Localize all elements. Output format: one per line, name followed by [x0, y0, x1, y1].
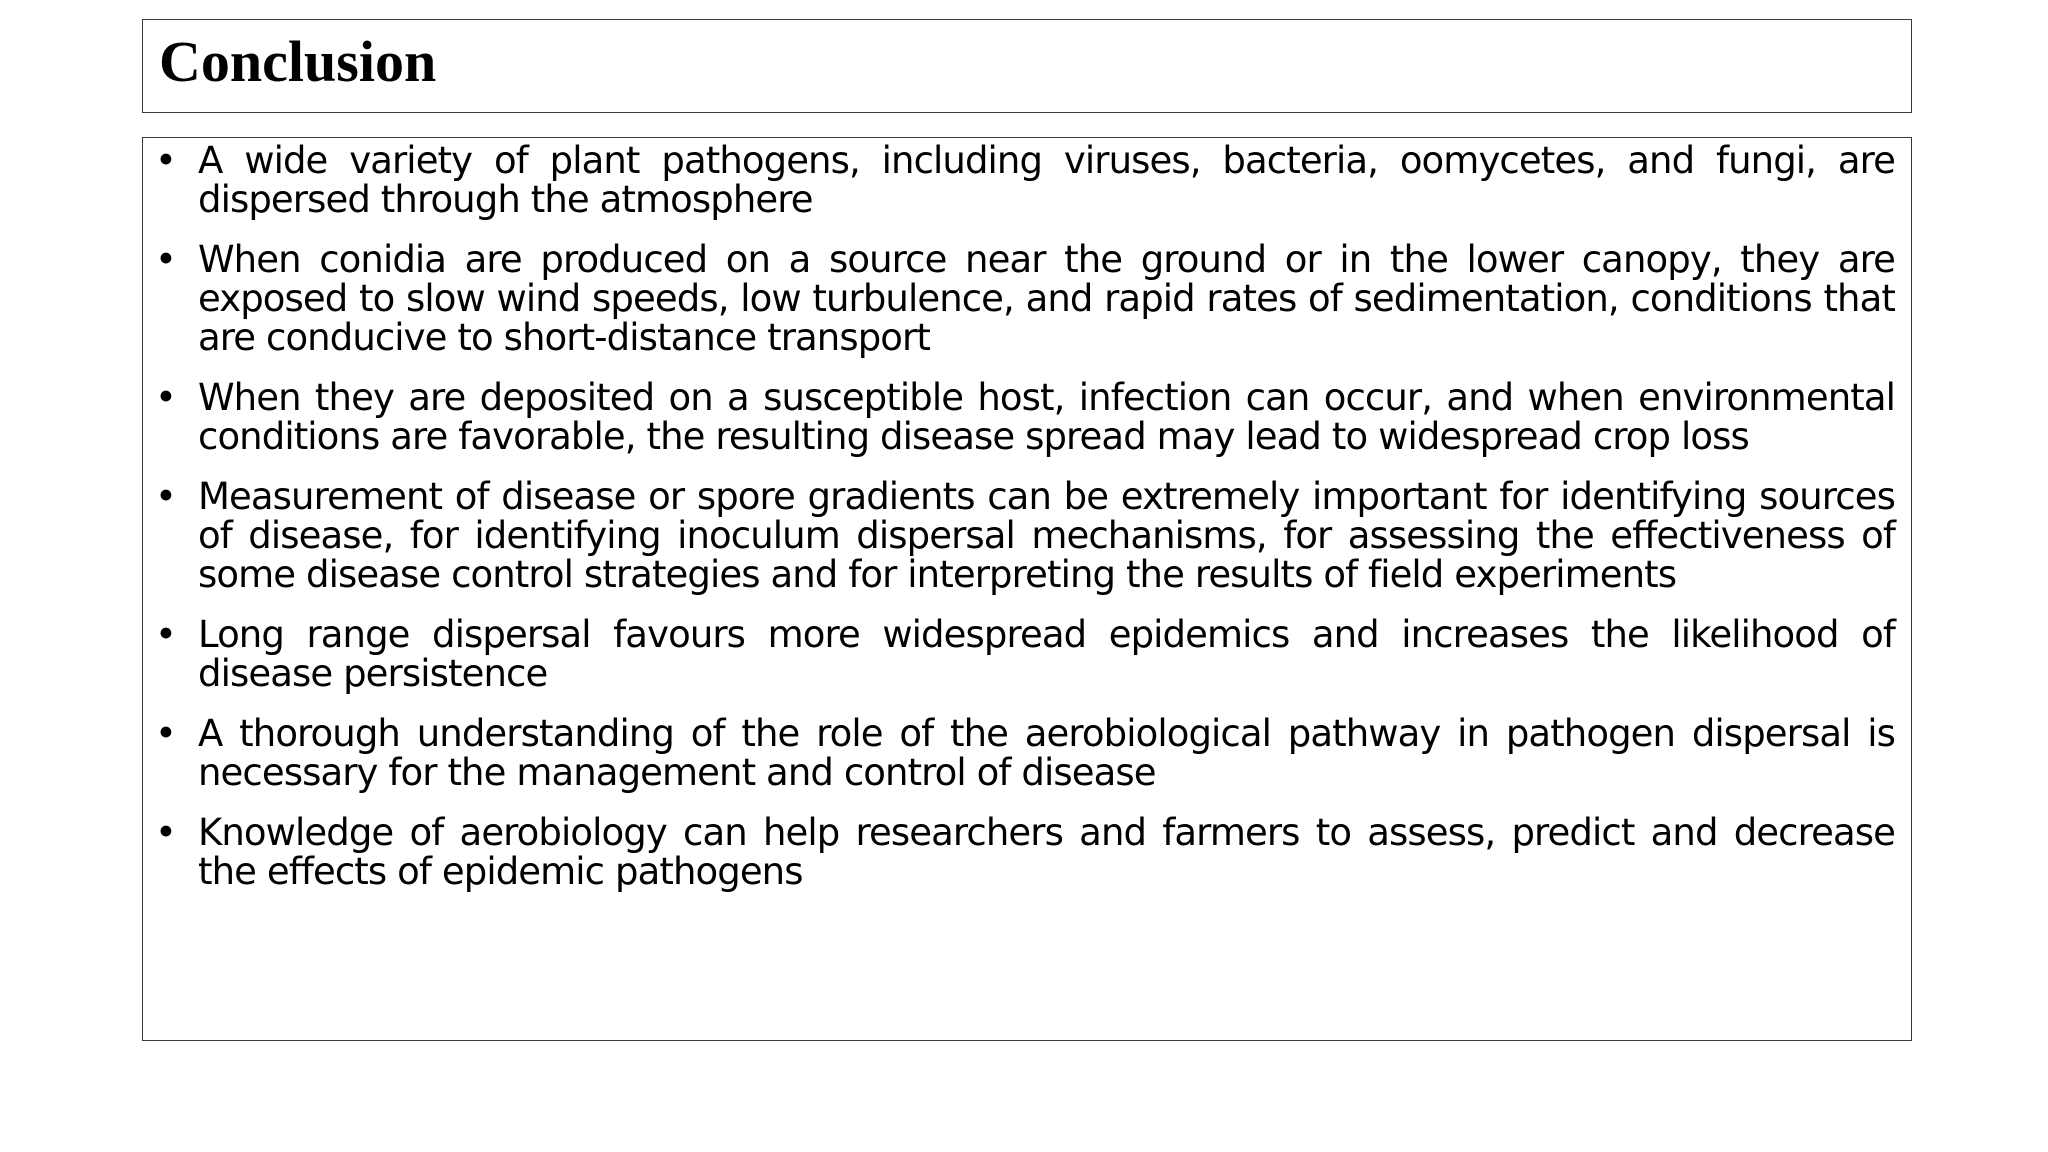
- bullet-icon: •: [155, 811, 176, 854]
- bullet-icon: •: [155, 613, 176, 656]
- bullet-text: A thorough understanding of the role of the aerobiological pathway in pathogen dispersal is necessary for the management and control of disease: [198, 712, 1895, 794]
- bullet-item: [155, 813, 1895, 891]
- bullet-text: Long range dispersal favours more widespread epidemics and increases the likelihood of disease persistence: [198, 613, 1895, 695]
- bullet-text: Measurement of disease or spore gradients can be extremely important for identifying sources of disease, for identifying inoculum dispersal mechanisms, for assessing the effectiveness of some disease control strategies and for interpreting the results of field experiments: [198, 475, 1895, 596]
- bullet-icon: •: [155, 238, 176, 281]
- bullet-icon: •: [155, 712, 176, 755]
- bullet-item: [155, 714, 1895, 792]
- bullet-item: [155, 615, 1895, 693]
- bullet-icon: •: [155, 139, 176, 182]
- bullet-text: A wide variety of plant pathogens, including viruses, bacteria, oomycetes, and fungi, are dispersed through the atmosphere: [198, 139, 1895, 221]
- bullet-text: Knowledge of aerobiology can help researchers and farmers to assess, predict and decrease the effects of epidemic pathogens: [198, 811, 1895, 893]
- bullet-list: [155, 141, 1895, 912]
- title-box: [142, 19, 1912, 113]
- bullet-item: [155, 378, 1895, 456]
- content-box: [142, 137, 1912, 1041]
- bullet-text: When conidia are produced on a source near the ground or in the lower canopy, they are exposed to slow wind speeds, low turbulence, and rapid rates of sedimentation, conditions that are conducive to short-distance transport: [198, 238, 1895, 359]
- bullet-icon: •: [155, 475, 176, 518]
- slide-title: Conclusion: [159, 29, 437, 94]
- bullet-item: [155, 240, 1895, 357]
- bullet-text: When they are deposited on a susceptible host, infection can occur, and when environmental conditions are favorable, the resulting disease spread may lead to widespread crop loss: [198, 376, 1895, 458]
- bullet-item: [155, 477, 1895, 594]
- bullet-item: [155, 141, 1895, 219]
- bullet-icon: •: [155, 376, 176, 419]
